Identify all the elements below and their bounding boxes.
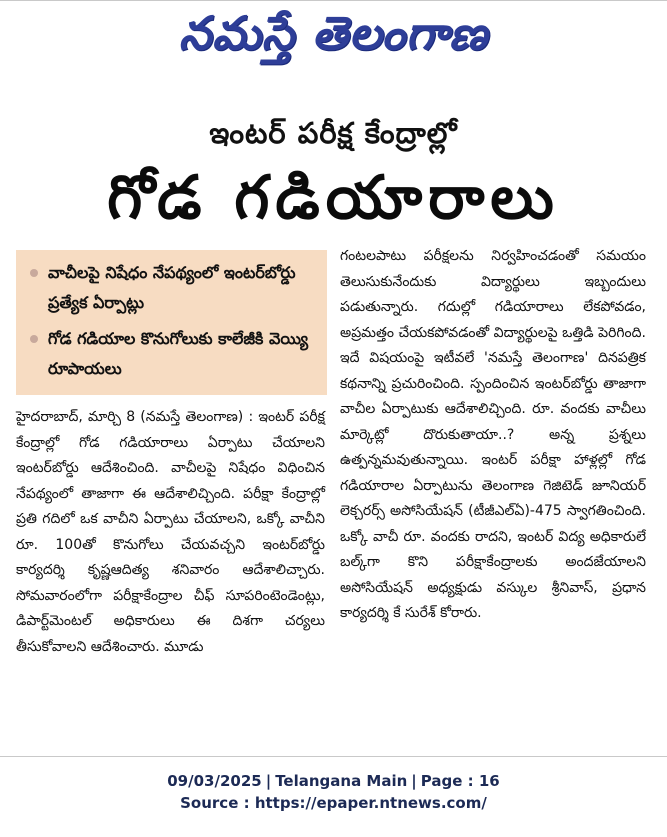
footer-page: Page : 16	[420, 772, 500, 790]
article-kicker: ఇంటర్ పరీక్ష కేంద్రాల్లో	[209, 116, 458, 150]
footer-source: Source : https://epaper.ntnews.com/	[180, 794, 487, 812]
highlight-item	[30, 258, 317, 318]
bullet-icon	[30, 335, 38, 343]
article-headline: గోడ గడియారాలు	[107, 163, 560, 233]
highlight-text: గోడ గడియాల కొనుగోలుకు కాలేజీకి వెయ్యి రూపాయలు	[48, 329, 309, 378]
article-body-left: హైదరాబాద్, మార్చి 8 (నమస్తే తెలంగాణ) : ఇంటర్ పరీక్ష కేంద్రాల్లో గోడ గడియారాలు ఏర్పాటు చేయాలని ఇంటర్‌బోర్డు ఆదేశించింది. వాచీలపై నిషేధం విధించిన నేపథ్యంలో తాజాగా ఈ ఆదేశాలిచ్చింది. పరీక్షా కేంద్రాల్లో ప్రతి గదిలో ఒక వాచీని ఏర్పాటు చేయాలని, ఒక్కో వాచీని రూ. 100తో కొనుగోలు చేయవచ్చని ఇంటర్‌బోర్డు కార్యదర్శి కృష్ణఆదిత్య శనివారం ఆదేశాలిచ్చారు. సోమవారంలోగా పరీక్షాకేంద్రాల చీఫ్ సూపరింటెండెంట్లు, డిపార్ట్‌మెంటల్ అధికారులు ఈ దిశగా చర్యలు తీసుకోవాలని ఆదేశించారు. మూడు	[16, 409, 325, 655]
article-body-right: గంటలపాటు పరీక్షలను నిర్వహించడంతో సమయం తెలుసుకునేందుకు విద్యార్థులు ఇబ్బందులు పడుతున్నారు. గదుల్లో గడియారాలు లేకపోవడం, అప్రమత్తం చేయకపోవడంతో విద్యార్థులపై ఒత్తిడి పెరిగింది. ఇదే విషయంపై ఇటీవలే 'నమస్తే తెలంగాణ' దినపత్రిక కథనాన్ని ప్రచురించింది. స్పందించిన ఇంటర్‌బోర్డు తాజాగా వాచీల ఏర్పాటుకు ఆదేశాలిచ్చింది. రూ. వందకు వాచీలు మార్కెట్లో దొరుకుతాయా..? అన్న ప్రశ్నలు ఉత్పన్నమవుతున్నాయి. ఇంటర్ పరీక్షా హాళ్లల్లో గోడ గడియారాల ఏర్పాటును తెలంగాణ గెజిటెడ్ జూనియర్ లెక్చరర్స్ అసోసియేషన్ (టీజీఎల్‌ఏ)-475 స్వాగతించింది. ఒక్కో వాచీ రూ. వందకు రాదని, ఇంటర్ విద్య అధికారులే బల్క్‌గా కొని పరీక్షాకేంద్రాలకు అందజేయాలని అసోసియేషన్ అధ్యక్షుడు వస్కుల శ్రీనివాస్, ప్రధాన కార్యదర్శి కే సురేశ్ కోరారు.	[340, 248, 646, 621]
footer	[0, 770, 667, 814]
article-column-left	[16, 405, 325, 660]
masthead	[0, 7, 667, 71]
footer-date: 09/03/2025	[167, 772, 262, 790]
article-column-right	[340, 244, 646, 627]
footer-edition: Telangana Main	[275, 772, 408, 790]
masthead-title: నమస్తే తెలంగాణ	[178, 6, 489, 60]
footer-meta	[0, 770, 667, 792]
highlight-item	[30, 324, 317, 384]
highlight-text: వాచీలపై నిషేధం నేపథ్యంలో ఇంటర్‌బోర్డు ప్రత్యేక ఏర్పాట్లు	[48, 263, 296, 312]
highlights-box	[16, 250, 327, 395]
footer-separator: |	[411, 772, 417, 790]
footer-separator: |	[265, 772, 272, 790]
bullet-icon	[30, 269, 38, 277]
